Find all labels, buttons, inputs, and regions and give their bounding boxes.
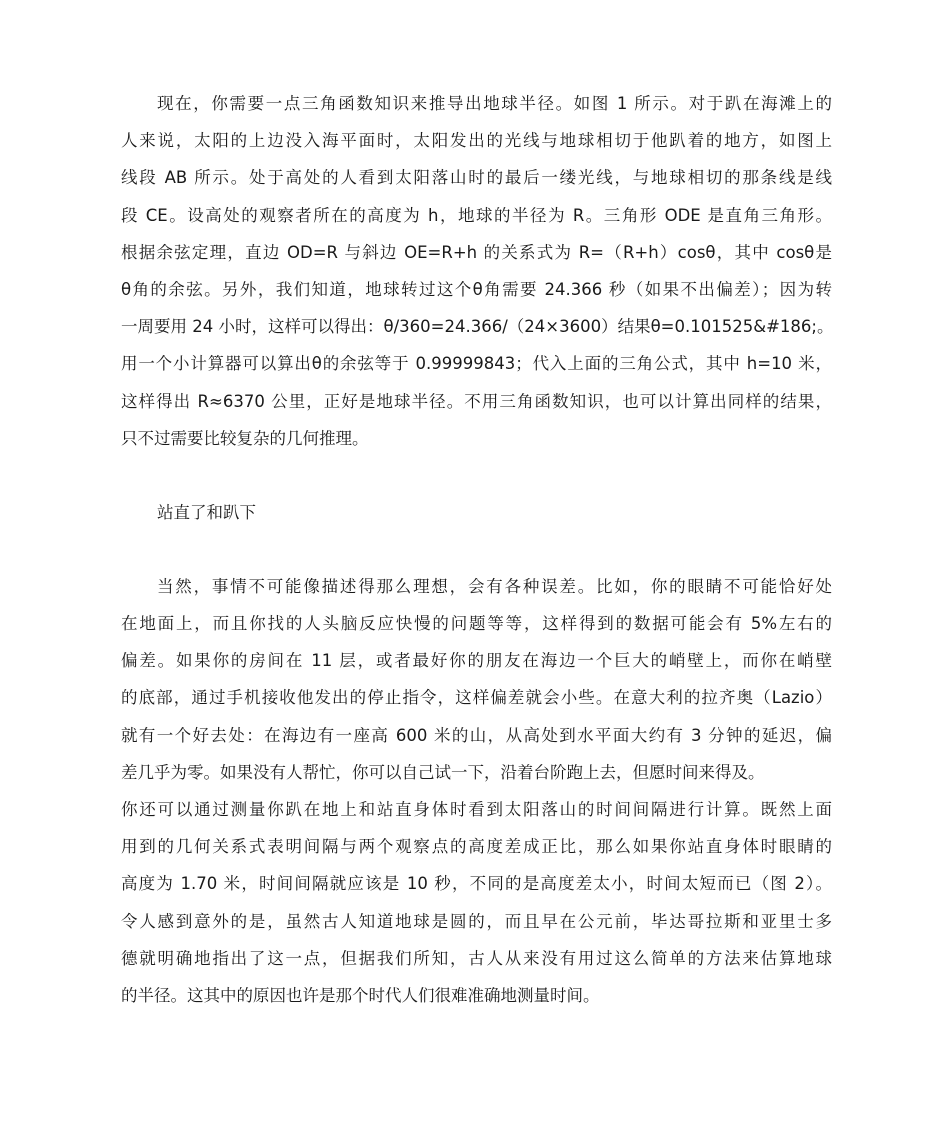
text-line: θ角的余弦。另外，我们知道，地球转过这个θ角需要 24.366 秒（如果不出偏差）；因为转	[121, 279, 832, 299]
text-line: 令人感到意外的是，虽然古人知道地球是圆的，而且早在公元前，毕达哥拉斯和亚里士多	[121, 911, 832, 931]
text-line: 德就明确地指出了这一点，但据我们所知，古人从来没有用过这么简单的方法来估算地球	[121, 948, 832, 968]
text-line: 就有一个好去处：在海边有一座高 600 米的山，从高处到水平面大约有 3 分钟的延迟，偏	[121, 725, 832, 745]
text-line: 人来说，太阳的上边没入海平面时，太阳发出的光线与地球相切于他趴着的地方，如图上	[121, 131, 832, 151]
text-line: 这样得出 R≈6370 公里，正好是地球半径。不用三角函数知识，也可以计算出同样的结果，	[121, 391, 832, 411]
section-heading: 站直了和趴下	[157, 502, 256, 522]
text-line: 偏差。如果你的房间在 11 层，或者最好你的朋友在海边一个巨大的峭壁上，而你在峭壁	[121, 651, 832, 671]
text-line: 线段 AB 所示。处于高处的人看到太阳落山时的最后一缕光线，与地球相切的那条线是线	[121, 168, 832, 188]
text-line: 差几乎为零。如果没有人帮忙，你可以自己试一下，沿着台阶跑上去，但愿时间来得及。	[121, 762, 765, 782]
text-line: 根据余弦定理，直边 OD=R 与斜边 OE=R+h 的关系式为 R=（R+h）cosθ，其中 cosθ是	[121, 242, 832, 262]
text-line: 用到的几何关系式表明间隔与两个观察点的高度差成正比，那么如果你站直身体时眼睛的	[121, 837, 832, 857]
text-line: 现在，你需要一点三角函数知识来推导出地球半径。如图 1 所示。对于趴在海滩上的	[157, 94, 832, 113]
paragraph-trig-derivation	[121, 85, 832, 457]
text-line: 高度为 1.70 米，时间间隔就应该是 10 秒，不同的是高度差太小，时间太短而已（图 2）。	[121, 874, 832, 894]
paragraph-errors	[121, 568, 832, 1014]
text-line: 你还可以通过测量你趴在地上和站直身体时看到太阳落山的时间间隔进行计算。既然上面	[121, 800, 832, 819]
text-line: 的底部，通过手机接收他发出的停止指令，这样偏差就会小些。在意大利的拉齐奥（Lazio）	[121, 688, 832, 708]
text-line: 只不过需要比较复杂的几何推理。	[121, 428, 369, 448]
text-line: 当然，事情不可能像描述得那么理想，会有各种误差。比如，你的眼睛不可能恰好处	[157, 576, 832, 596]
text-line: 用一个小计算器可以算出θ的余弦等于 0.99999843；代入上面的三角公式，其中 h=10 米，	[121, 354, 832, 374]
text-line: 在地面上，而且你找的人头脑反应快慢的问题等等，这样得到的数据可能会有 5%左右的	[121, 614, 832, 634]
text-line: 一周要用 24 小时，这样可以得出：θ/360=24.366/（24×3600）结果θ=0.101525&#186;。	[121, 317, 834, 337]
text-line: 的半径。这其中的原因也许是那个时代人们很难准确地测量时间。	[121, 985, 600, 1005]
text-line: 段 CE。设高处的观察者所在的高度为 h，地球的半径为 R。三角形 ODE 是直角三角形。	[121, 205, 832, 225]
